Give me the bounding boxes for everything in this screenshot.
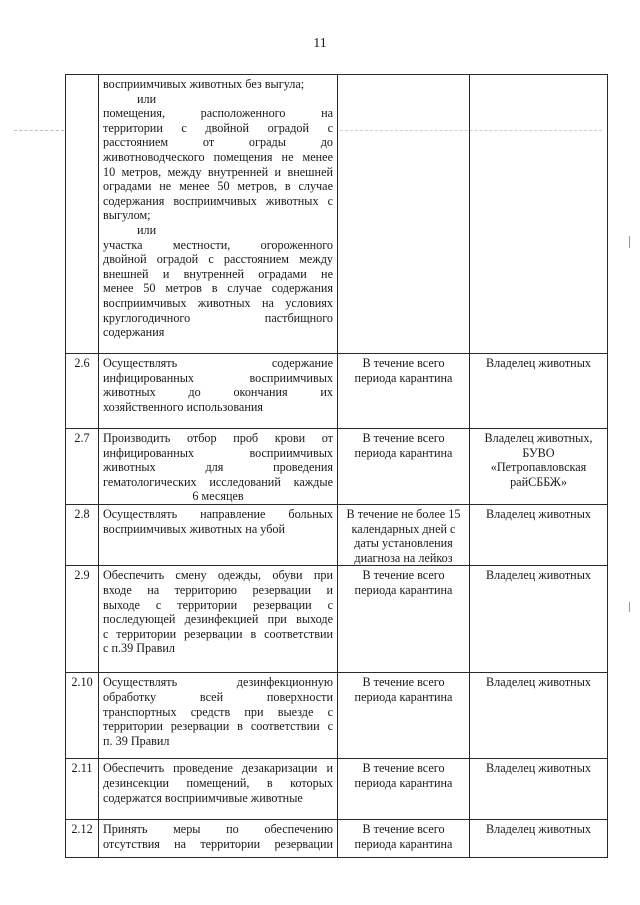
action-line: обработку всей поверхности xyxy=(103,689,333,704)
responsible-line: Владелец животных xyxy=(486,568,591,583)
action-cell xyxy=(99,354,338,429)
table-body xyxy=(66,75,608,858)
action-line: гематологических исследований каждые xyxy=(103,474,333,489)
term-line: В течение всего xyxy=(362,761,445,776)
action-line: или xyxy=(137,222,157,237)
term-cell xyxy=(338,354,470,429)
table-row xyxy=(66,820,608,858)
responsible-cell xyxy=(470,820,608,858)
scan-artifact-dashes xyxy=(14,130,64,132)
term-cell xyxy=(338,673,470,759)
action-line: последующей дезинфекцией при выходе xyxy=(103,612,333,627)
responsible-cell xyxy=(470,354,608,429)
action-line: хозяйственного использования xyxy=(103,399,263,414)
table-row xyxy=(66,504,608,565)
responsible-line: Владелец животных, xyxy=(484,431,593,445)
responsible-cell xyxy=(470,75,608,354)
action-line: животных для проведения xyxy=(103,460,333,475)
action-cell xyxy=(99,673,338,759)
action-line: внешней и внутренней оградами не xyxy=(103,266,333,281)
term-line: периода карантина xyxy=(354,445,453,460)
action-line: Обеспечить проведение дезакаризации и xyxy=(103,761,333,776)
term-line: В течение всего xyxy=(362,431,445,445)
table-row xyxy=(66,429,608,505)
action-line: входе на территорию резервации и xyxy=(103,582,333,597)
action-line: Осуществлять направление больных xyxy=(103,506,333,521)
action-line: восприимчивых животных на убой xyxy=(103,521,286,536)
responsible-cell xyxy=(470,673,608,759)
row-number: 2.10 xyxy=(66,673,99,759)
responsible-cell xyxy=(470,566,608,673)
responsible-line: райСББЖ» xyxy=(510,474,567,489)
term-line: периода карантина xyxy=(354,689,453,704)
term-line: периода карантина xyxy=(354,836,453,851)
action-line: дезинсекции помещений, в которых xyxy=(103,775,333,790)
row-number: 2.7 xyxy=(66,429,99,505)
responsible-line: «Петропавловская xyxy=(490,460,587,475)
action-line: двойной оградой с расстоянием между xyxy=(103,252,333,267)
action-line: 10 метров, между внутренней и внешней xyxy=(103,164,333,179)
row-number: 2.9 xyxy=(66,566,99,673)
term-cell xyxy=(338,75,470,354)
row-number: 2.11 xyxy=(66,759,99,820)
action-line: Принять меры по обеспечению xyxy=(103,822,333,837)
action-line: расстоянием от ограды до xyxy=(103,135,333,150)
action-cell xyxy=(99,75,338,354)
measures-table xyxy=(65,74,608,858)
responsible-cell xyxy=(470,429,608,505)
action-line: Осуществлять дезинфекционную xyxy=(103,675,333,690)
responsible-line: Владелец животных xyxy=(486,356,591,370)
action-line: содержания восприимчивых животных с xyxy=(103,193,333,208)
action-line: оградами не менее 50 метров, в случае xyxy=(103,179,333,194)
action-line: или xyxy=(137,91,157,106)
term-line: В течение всего xyxy=(362,675,445,690)
action-line: территории резервации в соответствии с xyxy=(103,719,333,734)
row-number xyxy=(66,75,99,354)
action-cell xyxy=(99,820,338,858)
term-line: календарных дней с xyxy=(351,521,456,536)
term-cell xyxy=(338,759,470,820)
term-line: В течение всего xyxy=(362,822,445,837)
action-line: содержатся восприимчивые животные xyxy=(103,790,303,805)
action-line: п. 39 Правил xyxy=(103,733,170,748)
page-number: 11 xyxy=(313,36,327,51)
action-cell xyxy=(99,759,338,820)
term-line: В течение всего xyxy=(362,356,445,370)
action-line: менее 50 метров в случае содержания xyxy=(103,281,333,296)
term-line: В течение не более 15 xyxy=(346,506,461,521)
table-row xyxy=(66,566,608,673)
term-line: даты установления xyxy=(354,536,453,551)
action-cell xyxy=(99,566,338,673)
term-cell xyxy=(338,820,470,858)
action-line: территории с двойной оградой с xyxy=(103,120,333,135)
table-row xyxy=(66,75,608,354)
action-line: Производить отбор проб крови от xyxy=(103,431,333,445)
term-line: периода карантина xyxy=(354,370,453,385)
responsible-line: Владелец животных xyxy=(486,506,591,521)
row-number: 2.12 xyxy=(66,820,99,858)
action-line: инфицированных восприимчивых xyxy=(103,370,333,385)
action-cell xyxy=(99,504,338,565)
action-cell xyxy=(99,429,338,505)
term-line: периода карантина xyxy=(354,582,453,597)
responsible-line: Владелец животных xyxy=(486,761,591,776)
action-line: восприимчивых животных без выгула; xyxy=(103,77,305,91)
term-cell xyxy=(338,504,470,565)
action-line: помещения, расположенного на xyxy=(103,106,333,121)
scan-edge-mark xyxy=(629,236,630,248)
responsible-line: БУВО xyxy=(522,445,555,460)
action-line: отсутствия на территории резервации xyxy=(103,836,333,851)
action-line: 6 месяцев xyxy=(192,489,244,504)
action-line: животных до окончания их xyxy=(103,385,333,400)
row-number: 2.8 xyxy=(66,504,99,565)
action-line: выгулом; xyxy=(103,208,151,223)
responsible-line: Владелец животных xyxy=(486,675,591,690)
action-line: транспортных средств при выезде с xyxy=(103,704,333,719)
term-cell xyxy=(338,566,470,673)
action-line: с п.39 Правил xyxy=(103,641,175,656)
action-line: выходе с территории резервации с xyxy=(103,597,333,612)
term-cell xyxy=(338,429,470,505)
term-line: периода карантина xyxy=(354,775,453,790)
responsible-line: Владелец животных xyxy=(486,822,591,837)
table-row xyxy=(66,354,608,429)
scan-edge-mark xyxy=(629,602,630,612)
responsible-cell xyxy=(470,759,608,820)
table-row xyxy=(66,673,608,759)
action-line: Осуществлять содержание xyxy=(103,356,333,370)
action-line: инфицированных восприимчивых xyxy=(103,445,333,460)
action-line: животноводческого помещения не менее xyxy=(103,149,333,164)
action-line: участка местности, огороженного xyxy=(103,237,333,252)
action-line: Обеспечить смену одежды, обуви при xyxy=(103,568,333,583)
action-line: с территории резервации в соответствии xyxy=(103,626,333,641)
table-row xyxy=(66,759,608,820)
action-line: содержания xyxy=(103,325,165,340)
row-number: 2.6 xyxy=(66,354,99,429)
action-line: восприимчивых животных на условиях xyxy=(103,295,333,310)
term-line: диагноза на лейкоз xyxy=(354,550,453,565)
responsible-cell xyxy=(470,504,608,565)
term-line: В течение всего xyxy=(362,568,445,583)
action-line: круглогодичного пастбищного xyxy=(103,310,333,325)
